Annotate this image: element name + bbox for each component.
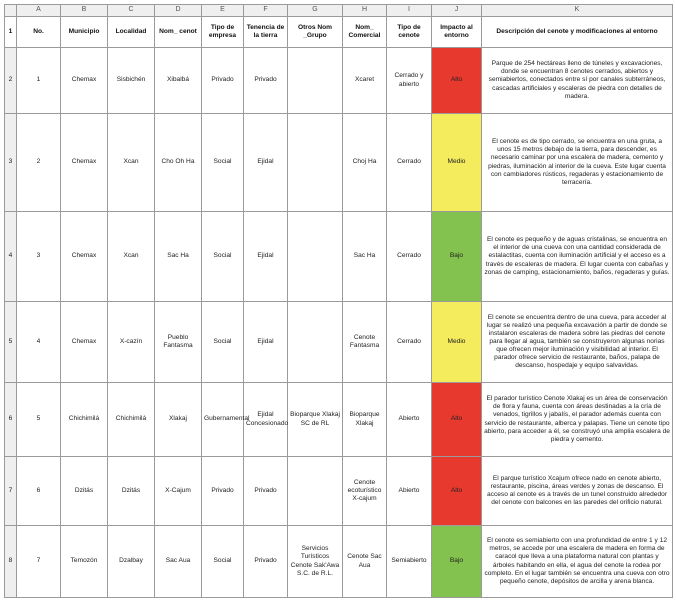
column-header-c[interactable]: C [108, 5, 155, 17]
cell-descripcion[interactable]: El cenote es pequeño y de aguas cristalinas, se encuentra en el interior de una cueva con una cantidad considerada de estalactitas, cuenta con iluminación artificial y el acceso es a través de escaleras de madera. El lugar cuenta con cabañas y zonas de camping, estacionamiento, baños, regaderas y guías. [482, 212, 673, 302]
table-row [5, 114, 673, 212]
cell-localidad[interactable]: Dzalbay [108, 526, 155, 598]
cenotes-table [4, 4, 673, 598]
row-header-4[interactable]: 4 [5, 212, 17, 302]
cell-impacto[interactable]: Bajo [432, 526, 482, 598]
cell-impacto[interactable]: Medio [432, 114, 482, 212]
cell-otros-nom[interactable] [288, 302, 343, 383]
cell-otros-nom[interactable] [288, 48, 343, 114]
row-header-1[interactable]: 1 [5, 17, 17, 48]
cell-otros-nom[interactable] [288, 212, 343, 302]
cell-no[interactable]: 7 [17, 526, 61, 598]
cell-tipo-cenote[interactable]: Semiabierto [387, 526, 432, 598]
header-impacto[interactable]: Impacto al entorno [432, 17, 482, 48]
row-header-2[interactable]: 2 [5, 48, 17, 114]
column-header-b[interactable]: B [61, 5, 108, 17]
cell-tenencia[interactable]: Privado [244, 457, 288, 526]
cell-tipo-empresa[interactable]: Social [202, 302, 244, 383]
select-all-corner[interactable] [5, 5, 17, 17]
cell-nom-cenot[interactable]: Xlakaj [155, 383, 202, 457]
cell-tenencia[interactable]: Ejidal Concesionado [244, 383, 288, 457]
table-row [5, 457, 673, 526]
cell-tenencia[interactable]: Ejidal [244, 114, 288, 212]
header-municipio[interactable]: Municipio [61, 17, 108, 48]
row-header-6[interactable]: 6 [5, 383, 17, 457]
cell-tipo-cenote[interactable]: Cerrado y abierto [387, 48, 432, 114]
field-header-row [5, 17, 673, 48]
cell-tenencia[interactable]: Ejidal [244, 302, 288, 383]
column-header-i[interactable]: I [387, 5, 432, 17]
cell-descripcion[interactable]: El parque turístico Xcajum ofrece nado en cenote abierto, restaurante, piscina, áreas verdes y zonas de descanso. El acceso al cenote es a través de un tunel construido alrededor del cenote con balcones en las paredes del orificio natural. [482, 457, 673, 526]
cell-no[interactable]: 1 [17, 48, 61, 114]
column-header-e[interactable]: E [202, 5, 244, 17]
cell-impacto[interactable]: Medio [432, 302, 482, 383]
table-row [5, 302, 673, 383]
cell-nom-cenot[interactable]: Sac Aua [155, 526, 202, 598]
cell-nom-comercial[interactable]: Cenote Sac Aua [343, 526, 387, 598]
row-header-7[interactable]: 7 [5, 457, 17, 526]
cell-nom-comercial[interactable]: Sac Ha [343, 212, 387, 302]
cell-otros-nom[interactable]: Bioparque Xlakaj SC de RL [288, 383, 343, 457]
cell-nom-comercial[interactable]: Xcaret [343, 48, 387, 114]
cell-tipo-empresa[interactable]: Social [202, 212, 244, 302]
cell-localidad[interactable]: Dzitás [108, 457, 155, 526]
table-row [5, 526, 673, 598]
cell-impacto[interactable]: Alto [432, 48, 482, 114]
row-header-8[interactable]: 8 [5, 526, 17, 598]
cell-tipo-cenote[interactable]: Cerrado [387, 302, 432, 383]
header-tipo-cenote[interactable]: Tipo de cenote [387, 17, 432, 48]
cell-descripcion[interactable]: El cenote es semiabierto con una profundidad de entre 1 y 12 metros, se accede por una escalera de madera en forma de caracol que lleva a una plataforma natural con plantas y árboles habitando en ella, el agua del cenote la rodea por completo. En el lugar también se encuentra una cueva con otro pequeño cenote, depósitos de arcilla y arena blanca. [482, 526, 673, 598]
column-header-h[interactable]: H [343, 5, 387, 17]
cell-impacto[interactable]: Bajo [432, 212, 482, 302]
cell-localidad[interactable]: Sisbichén [108, 48, 155, 114]
cell-tipo-cenote[interactable]: Cerrado [387, 114, 432, 212]
cell-tipo-empresa[interactable]: Gubernamental [202, 383, 244, 457]
cell-descripcion[interactable]: El cenote se encuentra dentro de una cueva, para acceder al lugar se realizó una pequeña excavación a partir de donde se instalaron escaleras de madera sobre las piedras del cenote para llegar al agua, también se construyeron algunas norias que ofrecen mejor iluminación y visibilidad al interior. El parador ofrece servicio de restaurante, baños, palapa de descanso, hospedaje y equipo salvavidas. [482, 302, 673, 383]
spreadsheet-grid [4, 4, 672, 600]
cell-impacto[interactable]: Alto [432, 383, 482, 457]
cell-municipio[interactable]: Chemax [61, 212, 108, 302]
table-row [5, 212, 673, 302]
header-descripcion[interactable]: Descripción del cenote y modificaciones al entorno [482, 17, 673, 48]
cell-municipio[interactable]: Chemax [61, 114, 108, 212]
cell-no[interactable]: 4 [17, 302, 61, 383]
cell-localidad[interactable]: Xcan [108, 212, 155, 302]
cell-tipo-empresa[interactable]: Social [202, 114, 244, 212]
header-nom-comercial[interactable]: Nom_ Comercial [343, 17, 387, 48]
cell-nom-cenot[interactable]: Sac Ha [155, 212, 202, 302]
cell-no[interactable]: 2 [17, 114, 61, 212]
cell-municipio[interactable]: Chichimilá [61, 383, 108, 457]
header-nom-cenot[interactable]: Nom_ cenot [155, 17, 202, 48]
cell-tipo-empresa[interactable]: Privado [202, 48, 244, 114]
cell-tipo-cenote[interactable]: Abierto [387, 457, 432, 526]
cell-no[interactable]: 6 [17, 457, 61, 526]
cell-municipio[interactable]: Chemax [61, 302, 108, 383]
table-row [5, 383, 673, 457]
cell-tenencia[interactable]: Privado [244, 48, 288, 114]
cell-tenencia[interactable]: Privado [244, 526, 288, 598]
cell-nom-comercial[interactable]: Bioparque Xlakaj [343, 383, 387, 457]
column-header-d[interactable]: D [155, 5, 202, 17]
cell-localidad[interactable]: Xcan [108, 114, 155, 212]
cell-nom-comercial[interactable]: Choj Ha [343, 114, 387, 212]
header-no[interactable]: No. [17, 17, 61, 48]
column-header-j[interactable]: J [432, 5, 482, 17]
column-header-g[interactable]: G [288, 5, 343, 17]
cell-localidad[interactable]: X-cazín [108, 302, 155, 383]
cell-nom-cenot[interactable]: X-Cajum [155, 457, 202, 526]
cell-municipio[interactable]: Temozón [61, 526, 108, 598]
cell-municipio[interactable]: Chemax [61, 48, 108, 114]
cell-no[interactable]: 3 [17, 212, 61, 302]
cell-otros-nom[interactable] [288, 114, 343, 212]
table-row [5, 48, 673, 114]
cell-nom-cenot[interactable]: Pueblo Fantasma [155, 302, 202, 383]
cell-impacto[interactable]: Alto [432, 457, 482, 526]
header-tenencia[interactable]: Tenencia de la tierra [244, 17, 288, 48]
column-header-f[interactable]: F [244, 5, 288, 17]
cell-otros-nom[interactable]: Servicios Turísticos Cenote Sak'Awa S.C. de R.L. [288, 526, 343, 598]
cell-descripcion[interactable]: El cenote es de tipo cerrado, se encuentra en una gruta, a unos 15 metros debajo de la tierra, para descender, es necesario caminar por una escalera de madera, cemento y piedras, iluminación al interior de la cueva. Este lugar cuenta con cambiadores rústicos, regaderas y estacionamiento de terracería. [482, 114, 673, 212]
cell-tenencia[interactable]: Ejidal [244, 212, 288, 302]
cell-descripcion[interactable]: El parador turístico Cenote Xlakaj es un área de conservación de flora y fauna, cuenta con áreas destinadas a la cría de venados, tigrillos y jabalís, el parador además cuenta con servicio de restaurante, alberca y palapas. Tiene un cenote tipo abierto, para acceder a él, se construyó una amplia escalera de piedra y cemento. [482, 383, 673, 457]
column-header-a[interactable]: A [17, 5, 61, 17]
cell-descripcion[interactable]: Parque de 254 hectáreas lleno de túneles y excavaciones, donde se encuentran 8 cenotes cerrados, abiertos y semiabiertos, conectados entre sí por canales subterráneos, cascadas artificiales y escaleras de piedra con detalles de madera. [482, 48, 673, 114]
cell-tipo-cenote[interactable]: Cerrado [387, 212, 432, 302]
cell-otros-nom[interactable] [288, 457, 343, 526]
cell-nom-comercial[interactable]: Cenote Fantasma [343, 302, 387, 383]
column-header-row [5, 5, 673, 17]
header-localidad[interactable]: Localidad [108, 17, 155, 48]
cell-localidad[interactable]: Chichimilá [108, 383, 155, 457]
cell-nom-cenot[interactable]: Cho Oh Ha [155, 114, 202, 212]
cell-no[interactable]: 5 [17, 383, 61, 457]
cell-tipo-empresa[interactable]: Social [202, 526, 244, 598]
row-header-3[interactable]: 3 [5, 114, 17, 212]
cell-municipio[interactable]: Dzitás [61, 457, 108, 526]
column-header-k[interactable]: K [482, 5, 673, 17]
cell-nom-cenot[interactable]: Xibalbá [155, 48, 202, 114]
cell-tipo-empresa[interactable]: Privado [202, 457, 244, 526]
header-otros-nom[interactable]: Otros Nom _Grupo [288, 17, 343, 48]
header-tipo-empresa[interactable]: Tipo de empresa [202, 17, 244, 48]
row-header-5[interactable]: 5 [5, 302, 17, 383]
cell-nom-comercial[interactable]: Cenote ecoturístico X-cajum [343, 457, 387, 526]
cell-tipo-cenote[interactable]: Abierto [387, 383, 432, 457]
